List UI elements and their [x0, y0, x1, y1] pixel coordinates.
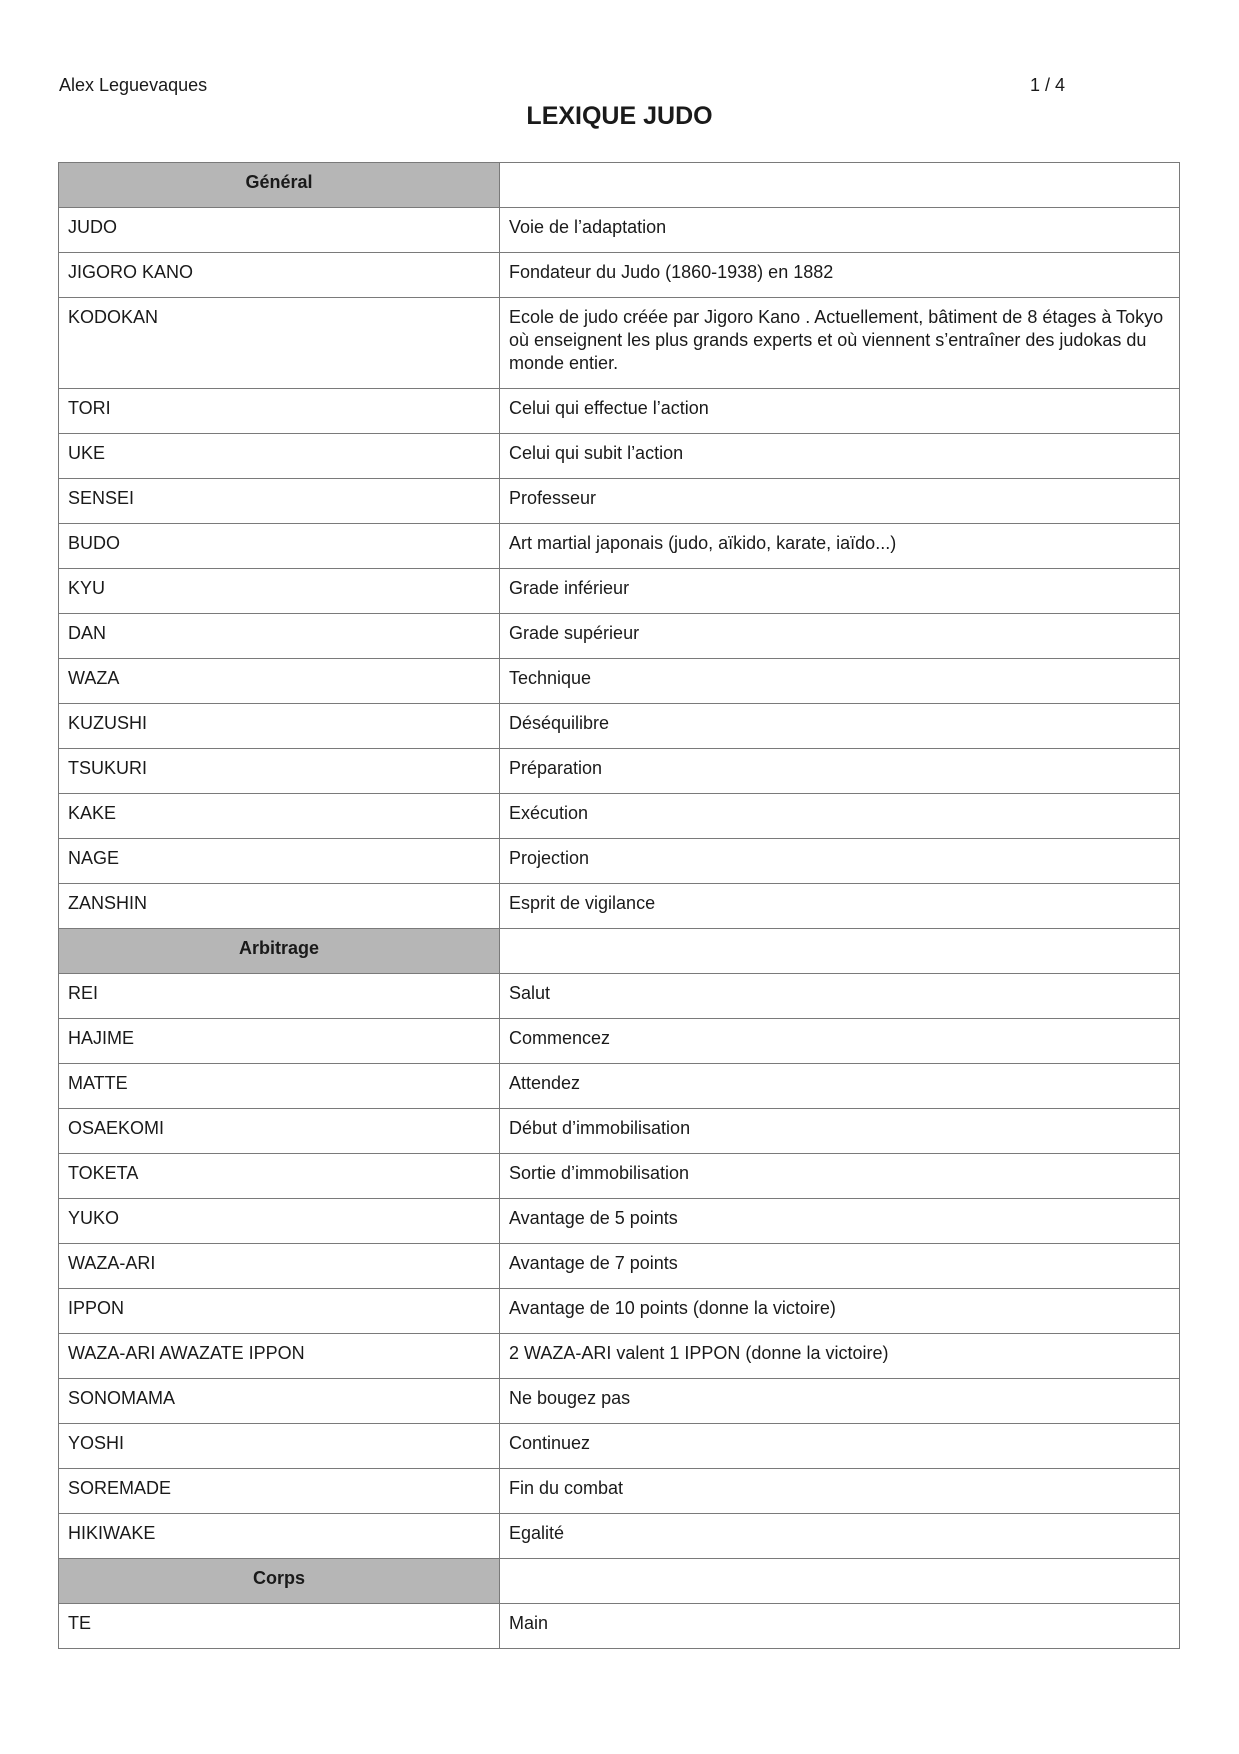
- definition-cell: Avantage de 7 points: [500, 1244, 1180, 1289]
- term-cell: TSUKURI: [59, 749, 500, 794]
- definition-cell: Esprit de vigilance: [500, 884, 1180, 929]
- definition-cell: Exécution: [500, 794, 1180, 839]
- definition-cell: Commencez: [500, 1019, 1180, 1064]
- lexicon-table-body: [59, 163, 1180, 1649]
- term-cell: DAN: [59, 614, 500, 659]
- term-cell: SOREMADE: [59, 1469, 500, 1514]
- table-row: [59, 704, 1180, 749]
- table-row: [59, 1469, 1180, 1514]
- table-row: [59, 1019, 1180, 1064]
- table-row: [59, 839, 1180, 884]
- section-header-empty-cell: [500, 163, 1180, 208]
- definition-cell: Technique: [500, 659, 1180, 704]
- term-cell: BUDO: [59, 524, 500, 569]
- table-row: [59, 1424, 1180, 1469]
- term-cell: HAJIME: [59, 1019, 500, 1064]
- definition-cell: Grade supérieur: [500, 614, 1180, 659]
- definition-cell: Ne bougez pas: [500, 1379, 1180, 1424]
- term-cell: REI: [59, 974, 500, 1019]
- table-row: [59, 614, 1180, 659]
- definition-cell: Egalité: [500, 1514, 1180, 1559]
- term-cell: SENSEI: [59, 479, 500, 524]
- section-header-empty-cell: [500, 929, 1180, 974]
- table-row: [59, 794, 1180, 839]
- table-row: [59, 1514, 1180, 1559]
- section-header: [59, 929, 1180, 974]
- table-row: [59, 479, 1180, 524]
- document-title: LEXIQUE JUDO: [526, 102, 713, 130]
- table-row: [59, 1379, 1180, 1424]
- definition-cell: Voie de l’adaptation: [500, 208, 1180, 253]
- table-row: [59, 434, 1180, 479]
- table-row: [59, 1109, 1180, 1154]
- definition-cell: Grade inférieur: [500, 569, 1180, 614]
- definition-cell: Sortie d’immobilisation: [500, 1154, 1180, 1199]
- term-cell: WAZA: [59, 659, 500, 704]
- table-row: [59, 208, 1180, 253]
- table-row: [59, 1064, 1180, 1109]
- term-cell: TE: [59, 1604, 500, 1649]
- term-cell: JIGORO KANO: [59, 253, 500, 298]
- table-row: [59, 1334, 1180, 1379]
- term-cell: WAZA-ARI AWAZATE IPPON: [59, 1334, 500, 1379]
- term-cell: TORI: [59, 389, 500, 434]
- table-row: [59, 524, 1180, 569]
- definition-cell: Art martial japonais (judo, aïkido, karate, iaïdo...): [500, 524, 1180, 569]
- term-cell: OSAEKOMI: [59, 1109, 500, 1154]
- definition-cell: Fondateur du Judo (1860-1938) en 1882: [500, 253, 1180, 298]
- definition-cell: Début d’immobilisation: [500, 1109, 1180, 1154]
- table-row: [59, 1604, 1180, 1649]
- term-cell: TOKETA: [59, 1154, 500, 1199]
- section-header-empty-cell: [500, 1559, 1180, 1604]
- table-row: [59, 749, 1180, 794]
- section-title: Arbitrage: [59, 929, 500, 974]
- definition-cell: Attendez: [500, 1064, 1180, 1109]
- table-row: [59, 389, 1180, 434]
- document-author: Alex Leguevaques: [59, 75, 208, 95]
- definition-cell: Celui qui subit l’action: [500, 434, 1180, 479]
- definition-cell: Projection: [500, 839, 1180, 884]
- table-row: [59, 298, 1180, 389]
- definition-cell: Avantage de 10 points (donne la victoire): [500, 1289, 1180, 1334]
- section-header: [59, 163, 1180, 208]
- section-header: [59, 1559, 1180, 1604]
- definition-cell: Continuez: [500, 1424, 1180, 1469]
- definition-cell: Salut: [500, 974, 1180, 1019]
- term-cell: IPPON: [59, 1289, 500, 1334]
- definition-cell: Professeur: [500, 479, 1180, 524]
- term-cell: NAGE: [59, 839, 500, 884]
- term-cell: ZANSHIN: [59, 884, 500, 929]
- definition-cell: Avantage de 5 points: [500, 1199, 1180, 1244]
- term-cell: HIKIWAKE: [59, 1514, 500, 1559]
- term-cell: YOSHI: [59, 1424, 500, 1469]
- term-cell: SONOMAMA: [59, 1379, 500, 1424]
- term-cell: YUKO: [59, 1199, 500, 1244]
- definition-cell: Fin du combat: [500, 1469, 1180, 1514]
- table-row: [59, 1199, 1180, 1244]
- section-title: Général: [59, 163, 500, 208]
- term-cell: UKE: [59, 434, 500, 479]
- page-number: 1 / 4: [1030, 75, 1066, 95]
- term-cell: WAZA-ARI: [59, 1244, 500, 1289]
- table-row: [59, 1154, 1180, 1199]
- term-cell: KAKE: [59, 794, 500, 839]
- definition-cell: Main: [500, 1604, 1180, 1649]
- table-row: [59, 1244, 1180, 1289]
- table-row: [59, 1289, 1180, 1334]
- term-cell: KODOKAN: [59, 298, 500, 389]
- definition-cell: Ecole de judo créée par Jigoro Kano . Actuellement, bâtiment de 8 étages à Tokyo où enseignent les plus grands experts et où viennent s’entraîner des judokas du monde entier.: [500, 298, 1180, 389]
- lexicon-table: [58, 162, 1180, 1649]
- definition-cell: Déséquilibre: [500, 704, 1180, 749]
- section-title: Corps: [59, 1559, 500, 1604]
- term-cell: JUDO: [59, 208, 500, 253]
- definition-cell: 2 WAZA-ARI valent 1 IPPON (donne la victoire): [500, 1334, 1180, 1379]
- definition-cell: Préparation: [500, 749, 1180, 794]
- term-cell: MATTE: [59, 1064, 500, 1109]
- table-row: [59, 569, 1180, 614]
- term-cell: KUZUSHI: [59, 704, 500, 749]
- table-row: [59, 974, 1180, 1019]
- term-cell: KYU: [59, 569, 500, 614]
- table-row: [59, 253, 1180, 298]
- table-row: [59, 659, 1180, 704]
- definition-cell: Celui qui effectue l’action: [500, 389, 1180, 434]
- table-row: [59, 884, 1180, 929]
